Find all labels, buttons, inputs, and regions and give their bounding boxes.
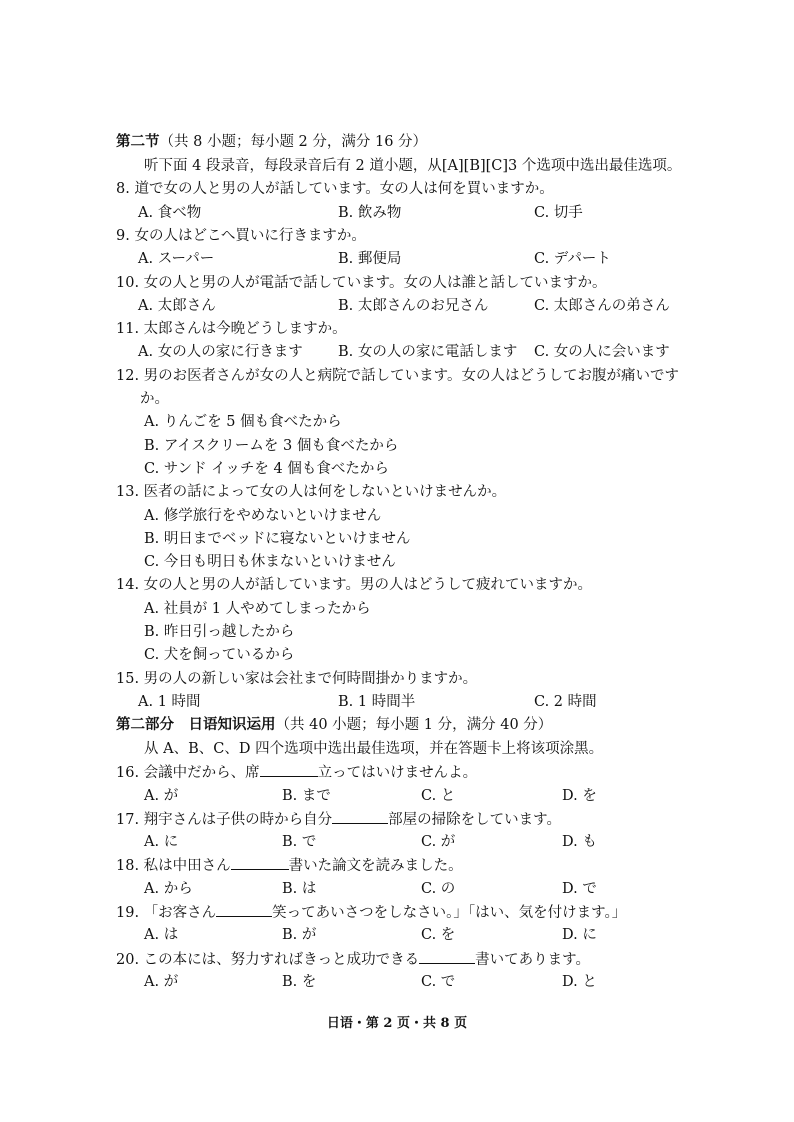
option-b: B. 昨日引っ越したから <box>144 624 295 640</box>
option-b: B. 太郎さんのお兄さん <box>338 298 489 314</box>
option-a: A. から <box>144 881 193 897</box>
question-text-after: 部屋の掃除をしています。 <box>388 812 562 828</box>
option-b: B. 明日までベッドに寝ないといけません <box>144 531 411 547</box>
question-number: 19. <box>116 905 140 921</box>
option-b: B. は <box>282 881 317 897</box>
option-a: A. は <box>144 927 179 943</box>
question-number: 20. <box>116 952 140 968</box>
option-b: B. を <box>282 974 317 990</box>
option-c: C. 太郎さんの弟さん <box>534 298 670 314</box>
option-b: B. まで <box>282 788 331 804</box>
option-d: D. で <box>562 881 597 897</box>
option-c: C. サンド イッチを 4 個も食べたから <box>144 461 389 477</box>
question-number: 17. <box>116 812 140 828</box>
answer-blank <box>260 762 318 777</box>
option-a: A. 太郎さん <box>138 298 216 314</box>
question-text: 道で女の人と男の人が話しています。女の人は何を買いますか。 <box>134 181 554 197</box>
question-text: 女の人と男の人が話しています。男の人はどうして疲れていますか。 <box>143 577 593 593</box>
option-a: A. 女の人の家に行きます <box>138 344 303 360</box>
question-text-before: 会議中だから、席 <box>143 765 260 781</box>
question-text: 女の人はどこへ買いに行きますか。 <box>134 228 366 244</box>
option-a: A. りんごを 5 個も食べたから <box>144 414 342 430</box>
option-b: B. 飲み物 <box>338 205 402 221</box>
question-text: 医者の話によって女の人は何をしないといけませんか。 <box>143 484 507 500</box>
question-text-before: 「お客さん <box>143 905 217 921</box>
question-text-after: 笑ってあいさつをしなさい。」「はい、気を付けます。」 <box>272 905 627 921</box>
question-number: 12. <box>116 368 140 384</box>
option-c: C. で <box>421 974 456 990</box>
question-stem <box>116 762 477 783</box>
page-footer: 日语・第 2 页・共 8 页 <box>326 1016 468 1031</box>
question-stem <box>116 669 477 689</box>
option-b: B. が <box>282 927 317 943</box>
option-a: A. が <box>144 788 179 804</box>
option-c: C. の <box>421 881 456 897</box>
option-a: A. 1 時間 <box>138 694 201 710</box>
question-stem <box>116 855 463 876</box>
question-text-before: 翔宇さんは子供の時から自分 <box>143 812 333 828</box>
option-a: A. 修学旅行をやめないといけません <box>144 508 382 524</box>
question-stem <box>116 179 554 199</box>
option-a: A. に <box>144 834 179 850</box>
part-heading <box>116 715 552 735</box>
question-number: 8. <box>116 181 130 197</box>
option-c: C. が <box>421 834 456 850</box>
section-title-note: （共 8 小题；每小题 2 分，满分 16 分） <box>159 134 428 150</box>
option-c: C. 今日も明日も休まないといけません <box>144 554 396 570</box>
section-title: 第二节 <box>116 133 160 150</box>
question-number: 15. <box>116 671 140 687</box>
question-stem <box>116 366 679 386</box>
question-number: 13. <box>116 484 140 500</box>
question-stem <box>116 482 506 502</box>
question-text: 男のお医者さんが女の人と病院で話しています。女の人はどうしてお腹が痛いです <box>143 368 680 384</box>
question-stem <box>116 949 590 970</box>
option-b: B. 郵便局 <box>338 251 402 267</box>
question-number: 10. <box>116 275 140 291</box>
question-text: 太郎さんは今晩どうしますか。 <box>143 321 347 337</box>
option-c: C. と <box>421 788 456 804</box>
option-d: D. と <box>562 974 597 990</box>
option-c: C. デパート <box>534 251 611 267</box>
answer-blank <box>332 809 388 824</box>
question-text-after: 立ってはいけませんよ。 <box>317 765 478 781</box>
option-b: B. 女の人の家に電話します <box>338 344 518 360</box>
option-c: C. 犬を飼っているから <box>144 647 295 663</box>
question-stem <box>116 809 561 830</box>
option-b: B. アイスクリームを 3 個も食べたから <box>144 438 399 454</box>
answer-blank <box>419 949 475 964</box>
section-heading <box>116 132 427 152</box>
question-number: 9. <box>116 228 130 244</box>
question-number: 14. <box>116 577 140 593</box>
option-d: D. に <box>562 927 597 943</box>
question-text-continued: か。 <box>140 391 169 407</box>
question-number: 18. <box>116 858 140 874</box>
answer-blank <box>231 855 289 870</box>
answer-blank <box>216 902 272 917</box>
option-a: A. が <box>144 974 179 990</box>
option-c: C. 女の人に会います <box>534 344 670 360</box>
question-stem <box>116 273 607 293</box>
section-instruction: 听下面 4 段录音，每段录音后有 2 道小题，从[A][B][C]3 个选项中选出最佳选项。 <box>144 158 682 174</box>
part-title-note: （共 40 小题；每小题 1 分，满分 40 分） <box>275 717 553 733</box>
option-d: D. を <box>562 788 597 804</box>
question-number: 16. <box>116 765 140 781</box>
question-text: 男の人の新しい家は会社まで何時間掛かりますか。 <box>143 671 478 687</box>
option-c: C. を <box>421 927 456 943</box>
question-stem <box>116 226 366 246</box>
question-number: 11. <box>116 321 140 337</box>
question-text-after: 書いてあります。 <box>475 952 591 968</box>
option-a: A. 社員が 1 人やめてしまったから <box>144 601 371 617</box>
option-c: C. 切手 <box>534 205 583 221</box>
option-b: B. で <box>282 834 317 850</box>
part-instruction: 从 A、B、C、D 四个选项中选出最佳选项，并在答题卡上将该项涂黑。 <box>144 741 604 757</box>
option-b: B. 1 時間半 <box>338 694 416 710</box>
question-text-after: 書いた論文を読みました。 <box>288 858 463 874</box>
option-a: A. 食べ物 <box>138 205 202 221</box>
question-stem <box>116 319 347 339</box>
option-c: C. 2 時間 <box>534 694 597 710</box>
question-text: 女の人と男の人が電話で話しています。女の人は誰と話していますか。 <box>143 275 607 291</box>
question-stem <box>116 902 626 923</box>
question-text-before: この本には、努力すればきっと成功できる <box>143 952 420 968</box>
option-d: D. も <box>562 834 597 850</box>
question-stem <box>116 575 592 595</box>
option-a: A. スーパー <box>138 251 215 267</box>
question-text-before: 私は中田さん <box>143 858 231 874</box>
part-title: 第二部分 日语知识运用 <box>116 716 276 733</box>
